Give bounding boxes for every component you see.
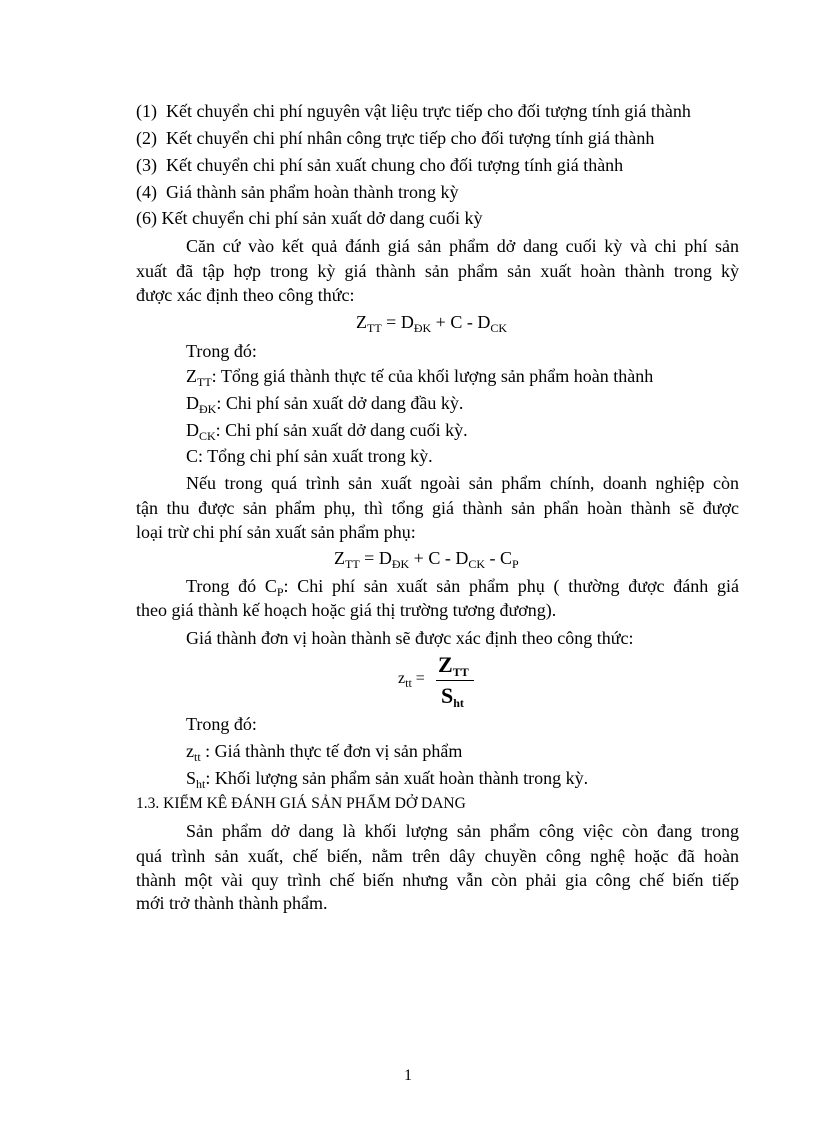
def-symbol: D	[186, 420, 199, 440]
list-number: (3)	[136, 155, 157, 175]
def-text: : Tổng giá thành thực tế của khối lượng sản phẩm hoàn thành	[211, 366, 654, 386]
def-text: : Giá thành thực tế đơn vị sản phẩm	[200, 741, 463, 761]
def-sht	[186, 767, 588, 789]
list-number: (1)	[136, 101, 157, 121]
def-ztt	[186, 365, 653, 387]
formula-denominator	[441, 683, 464, 709]
def-symbol: Z	[186, 366, 197, 386]
formula-subscript: TT	[452, 665, 469, 679]
def-subscript: tt	[194, 750, 201, 764]
list-text: Giá thành sản phẩm hoàn thành trong kỳ	[166, 182, 459, 202]
page-number: 1	[404, 1067, 412, 1084]
formula-numerator	[438, 652, 469, 678]
where-label-2: Trong đó:	[186, 714, 257, 734]
formula-symbol: =	[411, 670, 425, 687]
list-number: (2)	[136, 128, 157, 148]
formula-subscript: ht	[453, 696, 464, 710]
list-item-6	[136, 207, 482, 229]
def-text: : Chi phí sản xuất dở dang đầu kỳ.	[216, 393, 464, 413]
def-symbol: D	[186, 393, 199, 413]
formula-subscript: tt	[405, 676, 412, 690]
para5-line3: thành một vài quy trình chế biến nhưng vẫn còn phải gia công chế biến tiếp	[136, 870, 739, 890]
def-ddk	[186, 392, 463, 414]
list-item-2	[136, 127, 654, 149]
formula-symbol: Z	[438, 652, 453, 677]
para4: Giá thành đơn vị hoàn thành sẽ được xác định theo công thức:	[186, 628, 634, 648]
para1-line2: xuất đã tập hợp trong kỳ giá thành sản phẩm sản xuất hoàn thành trong kỳ	[136, 261, 739, 281]
list-text: Kết chuyển chi phí sản xuất dở dang cuối kỳ	[161, 208, 483, 228]
para5-line1: Sản phẩm dở dang là khối lượng sản phẩm công việc còn đang trong	[186, 821, 739, 841]
fraction-bar	[436, 680, 474, 681]
def-subscript: CK	[199, 429, 216, 443]
formula-symbol: Z	[356, 312, 367, 332]
def-symbol: z	[186, 741, 194, 761]
para2-line1: Nếu trong quá trình sản xuất ngoài sản phẩm chính, doanh nghiệp còn	[186, 473, 739, 493]
formula-unit-cost	[398, 652, 488, 712]
para3-line2: theo giá thành kế hoạch hoặc giá thị trường tương đương).	[136, 600, 557, 620]
formula-subscript: TT	[345, 557, 360, 571]
formula-total-cost	[356, 311, 507, 333]
formula-symbol: - C	[485, 548, 512, 568]
def-dck	[186, 419, 468, 441]
formula-symbol: = D	[381, 312, 414, 332]
formula-symbol: = D	[359, 548, 392, 568]
formula-subscript: TT	[367, 321, 382, 335]
formula-symbol: + C - D	[409, 548, 469, 568]
list-item-3	[136, 154, 623, 176]
para3-pre: Trong đó C	[186, 576, 277, 596]
formula-subscript: ĐK	[391, 557, 410, 571]
para3-text: : Chi phí sản xuất sản phẩm phụ ( thường được đánh giá	[283, 576, 739, 596]
def-text: : Chi phí sản xuất dở dang cuối kỳ.	[215, 420, 468, 440]
para2-line3: loại trừ chi phí sản xuất sản phẩm phụ:	[136, 522, 416, 542]
list-text: Kết chuyển chi phí nhân công trực tiếp cho đối tượng tính giá thành	[166, 128, 655, 148]
para3-line1	[186, 575, 739, 597]
list-item-1	[136, 100, 691, 122]
list-number: (6)	[136, 208, 157, 228]
def-subscript: ĐK	[199, 402, 217, 416]
para3-subscript: P	[276, 585, 284, 599]
formula-total-cost-byproduct	[334, 547, 519, 569]
list-number: (4)	[136, 182, 157, 202]
def-subscript: TT	[197, 375, 212, 389]
def-symbol: S	[186, 768, 197, 788]
formula-subscript: ĐK	[413, 321, 432, 335]
def-text: : Khối lượng sản phẩm sản xuất hoàn thành trong kỳ.	[205, 768, 589, 788]
section-heading: 1.3. KIỂM KÊ ĐÁNH GIÁ SẢN PHẨM DỞ DANG	[136, 795, 466, 812]
formula-symbol: z	[398, 670, 406, 687]
para5-line2: quá trình sản xuất, chế biến, nằm trên dây chuyền công nghệ hoặc đã hoàn	[136, 846, 739, 866]
formula-symbol: + C - D	[431, 312, 491, 332]
formula-subscript: CK	[490, 321, 507, 335]
formula-symbol: S	[441, 683, 454, 708]
para1-line1: Căn cứ vào kết quả đánh giá sản phẩm dở dang cuối kỳ và chi phí sản	[186, 236, 739, 256]
def-c: C: Tổng chi phí sản xuất trong kỳ.	[186, 446, 433, 466]
para2-line2: tận thu được sản phẩm phụ, thì tổng giá thành sản phẩn hoàn thành sẽ được	[136, 498, 739, 518]
list-text: Kết chuyển chi phí sản xuất chung cho đối tượng tính giá thành	[166, 155, 624, 175]
para5-line4: mới trở thành thành phẩm.	[136, 893, 328, 913]
list-item-4	[136, 181, 458, 203]
where-label: Trong đó:	[186, 341, 257, 361]
para1-line3: được xác định theo công thức:	[136, 285, 355, 305]
def-unit-cost	[186, 740, 462, 762]
formula-symbol: Z	[334, 548, 345, 568]
formula-subscript: CK	[468, 557, 485, 571]
list-text: Kết chuyển chi phí nguyên vật liệu trực tiếp cho đối tượng tính giá thành	[166, 101, 691, 121]
formula-lhs	[398, 670, 425, 688]
def-subscript: ht	[196, 777, 206, 791]
formula-subscript: P	[512, 557, 519, 571]
